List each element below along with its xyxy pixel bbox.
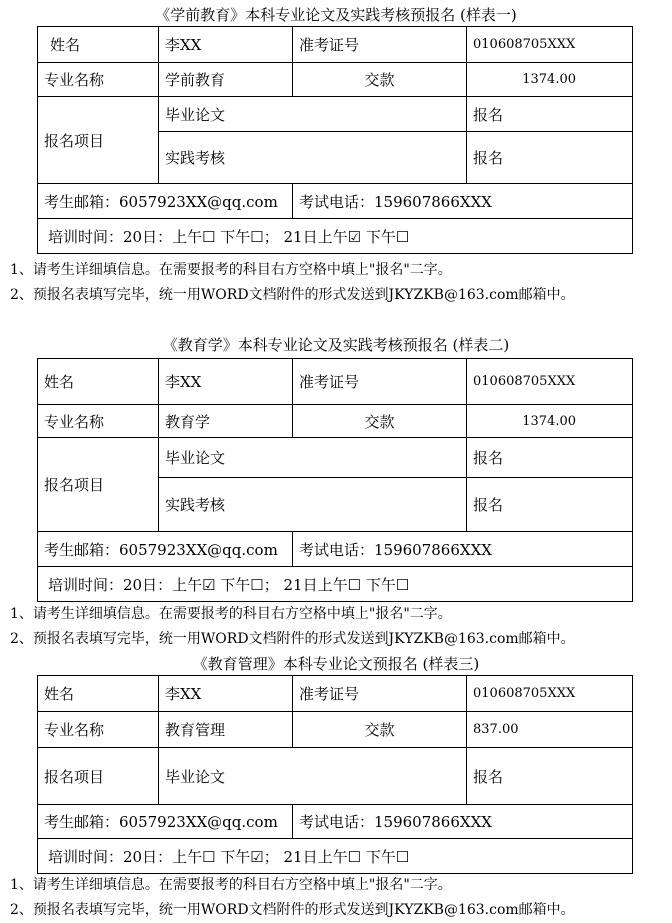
name-value[interactable]: 李XX — [159, 27, 293, 63]
email-field[interactable]: 考生邮箱：6057923XX@qq.com — [38, 184, 293, 219]
training-time[interactable]: 培训时间：20日：上午☐ 下午☑； 21日上午☐ 下午☐ — [38, 839, 633, 874]
item-mark[interactable]: 报名 — [467, 478, 633, 532]
name-value[interactable]: 李XX — [159, 359, 293, 405]
item-name: 毕业论文 — [159, 438, 467, 478]
form-title: 《教育管理》本科专业论文预报名 (样表三) — [192, 655, 480, 673]
fee-value[interactable]: 837.00 — [467, 712, 633, 748]
note-line-1: 1、请考生详细填信息。在需要报考的科目右方空格中填上"报名"二字。 — [10, 262, 452, 278]
registration-form-3 — [37, 675, 633, 874]
phone-field[interactable]: 考试电话：159607866XXX — [293, 532, 633, 567]
registration-form-2 — [37, 358, 633, 602]
email-field[interactable]: 考生邮箱：6057923XX@qq.com — [38, 805, 293, 839]
note-line-1: 1、请考生详细填信息。在需要报考的科目右方空格中填上"报名"二字。 — [10, 606, 452, 622]
phone-field[interactable]: 考试电话：159607866XXX — [293, 805, 633, 839]
fee-label: 交款 — [293, 405, 467, 438]
fee-value[interactable]: 1374.00 — [467, 63, 633, 97]
item-name: 毕业论文 — [159, 748, 467, 805]
phone-field[interactable]: 考试电话：159607866XXX — [293, 184, 633, 219]
note-line-2: 2、预报名表填写完毕，统一用WORD文档附件的形式发送到JKYZKB@163.com邮箱中。 — [10, 902, 575, 918]
item-name: 实践考核 — [159, 132, 467, 184]
note-line-2: 2、预报名表填写完毕，统一用WORD文档附件的形式发送到JKYZKB@163.com邮箱中。 — [10, 631, 575, 647]
major-label: 专业名称 — [38, 405, 159, 438]
note-line-1: 1、请考生详细填信息。在需要报考的科目右方空格中填上"报名"二字。 — [10, 877, 452, 893]
item-mark[interactable]: 报名 — [467, 748, 633, 805]
note-line-2: 2、预报名表填写完毕，统一用WORD文档附件的形式发送到JKYZKB@163.com邮箱中。 — [10, 287, 575, 303]
item-mark[interactable]: 报名 — [467, 438, 633, 478]
id-value[interactable]: 010608705XXX — [467, 676, 633, 712]
items-label: 报名项目 — [38, 748, 159, 805]
major-value[interactable]: 教育学 — [159, 405, 293, 438]
major-value[interactable]: 学前教育 — [159, 63, 293, 97]
id-value[interactable]: 010608705XXX — [467, 359, 633, 405]
training-time[interactable]: 培训时间：20日：上午☑ 下午☐； 21日上午☐ 下午☐ — [38, 567, 633, 602]
items-label: 报名项目 — [38, 97, 159, 184]
name-label: 姓名 — [38, 27, 159, 63]
item-mark[interactable]: 报名 — [467, 132, 633, 184]
item-name: 毕业论文 — [159, 97, 467, 132]
major-label: 专业名称 — [38, 63, 159, 97]
form-title: 《教育学》本科专业论文及实践考核预报名 (样表二) — [162, 336, 510, 354]
fee-value[interactable]: 1374.00 — [467, 405, 633, 438]
name-label: 姓名 — [38, 676, 159, 712]
item-mark[interactable]: 报名 — [467, 97, 633, 132]
name-label: 姓名 — [38, 359, 159, 405]
id-label: 准考证号 — [293, 27, 467, 63]
id-label: 准考证号 — [293, 359, 467, 405]
fee-label: 交款 — [293, 712, 467, 748]
fee-label: 交款 — [293, 63, 467, 97]
items-label: 报名项目 — [38, 438, 159, 532]
major-label: 专业名称 — [38, 712, 159, 748]
id-value[interactable]: 010608705XXX — [467, 27, 633, 63]
item-name: 实践考核 — [159, 478, 467, 532]
name-value[interactable]: 李XX — [159, 676, 293, 712]
form-title: 《学前教育》本科专业论文及实践考核预报名 (样表一) — [155, 6, 517, 24]
id-label: 准考证号 — [293, 676, 467, 712]
training-time[interactable]: 培训时间：20日：上午☐ 下午☐； 21日上午☑ 下午☐ — [38, 219, 633, 254]
registration-form-1 — [37, 26, 633, 254]
major-value[interactable]: 教育管理 — [159, 712, 293, 748]
email-field[interactable]: 考生邮箱：6057923XX@qq.com — [38, 532, 293, 567]
